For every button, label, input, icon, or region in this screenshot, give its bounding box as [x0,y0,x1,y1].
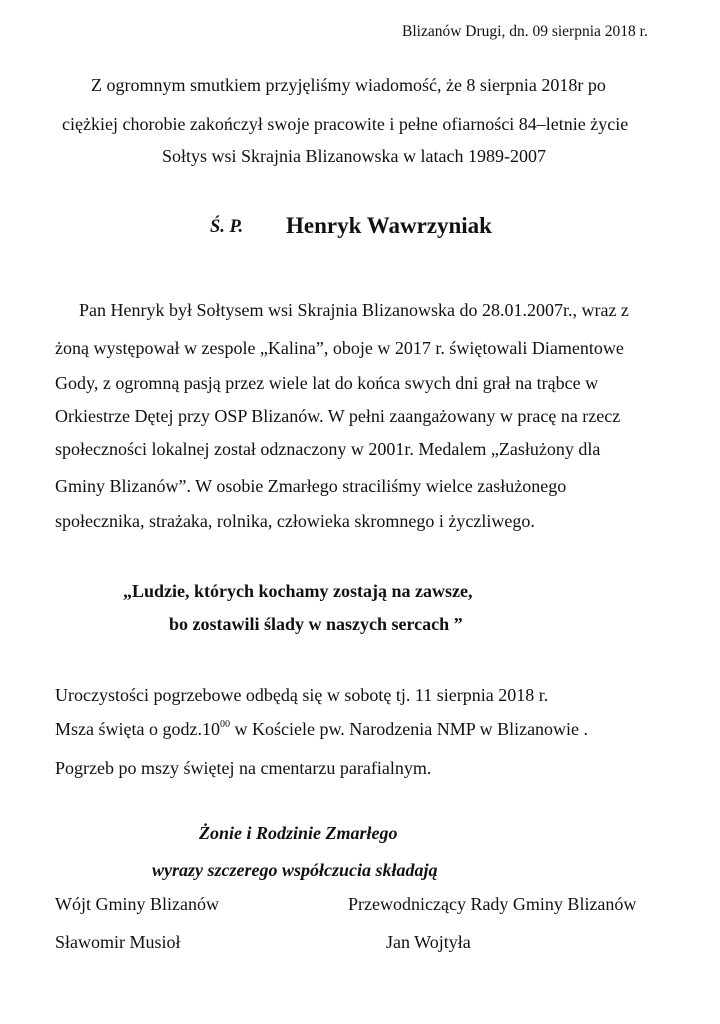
biography-line-2: żoną występował w zespole „Kalina”, oboje w 2017 r. świętowali Diamentowe [55,338,624,358]
quote-line-1: „Ludzie, których kochamy zostają na zawsze, [123,581,473,601]
signature-right-name: Jan Wojtyła [386,932,471,952]
date-line: Blizanów Drugi, dn. 09 sierpnia 2018 r. [402,23,648,40]
intro-line-3: Sołtys wsi Skrajnia Blizanowska w latach 1989-2007 [162,146,546,166]
condolences-line-1: Żonie i Rodzinie Zmarłego [199,823,398,843]
signature-left-name: Sławomir Musioł [55,932,181,952]
mass-location-text: w Kościele pw. Narodzenia NMP w Blizanowie . [229,719,589,739]
biography-line-1: Pan Henryk był Sołtysem wsi Skrajnia Blizanowska do 28.01.2007r., wraz z [79,300,629,320]
intro-line-1: Z ogromnym smutkiem przyjęliśmy wiadomość, że 8 sierpnia 2018r po [91,75,606,95]
intro-line-2: ciężkiej chorobie zakończył swoje pracowite i pełne ofiarności 84–letnie życie [62,114,629,134]
signature-right-title: Przewodniczący Rady Gminy Blizanów [348,894,637,914]
funeral-line-2 [55,719,588,740]
biography-line-3: Gody, z ogromną pasją przez wiele lat do końca swych dni grał na trąbce w [55,373,599,393]
biography-line-4: Orkiestrze Dętej przy OSP Blizanów. W pełni zaangażowany w pracę na rzecz [55,406,621,426]
funeral-line-3: Pogrzeb po mszy świętej na cmentarzu parafialnym. [55,758,432,778]
mass-time-text: Msza święta o godz.10 [55,719,220,739]
biography-line-7: społecznika, strażaka, rolnika, człowieka skromnego i życzliwego. [55,511,535,531]
mass-time-minutes: 00 [219,719,230,730]
signature-left-title: Wójt Gminy Blizanów [55,894,219,914]
biography-line-5: społeczności lokalnej został odznaczony w 2001r. Medalem „Zasłużony dla [55,439,601,459]
quote-line-2: bo zostawili ślady w naszych sercach ” [169,614,463,634]
biography-line-6: Gminy Blizanów”. W osobie Zmarłego straciliśmy wielce zasłużonego [55,476,567,496]
deceased-prefix: Ś. P. [210,217,244,237]
deceased-name: Henryk Wawrzyniak [286,213,492,238]
funeral-line-1: Uroczystości pogrzebowe odbędą się w sobotę tj. 11 sierpnia 2018 r. [55,685,549,705]
condolences-line-2: wyrazy szczerego współczucia składają [152,860,438,880]
